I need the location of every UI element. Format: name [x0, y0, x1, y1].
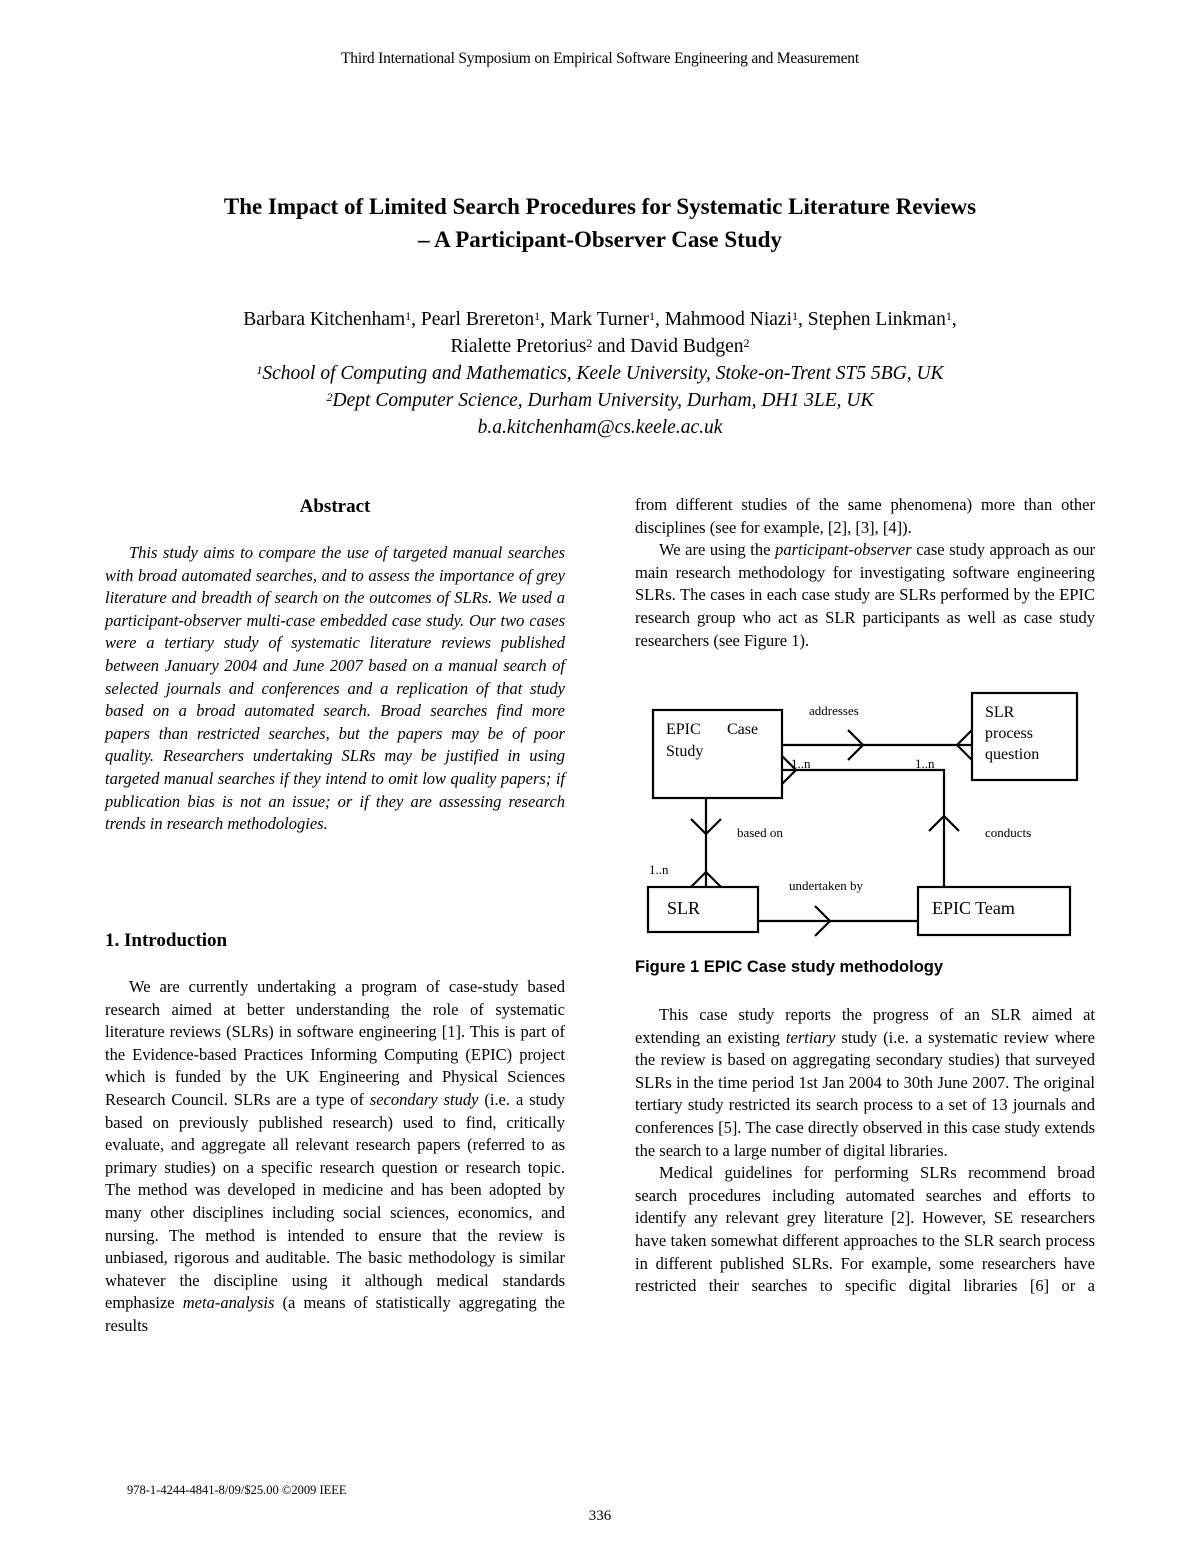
section-heading-introduction: 1. Introduction — [105, 930, 228, 951]
emphasis: tertiary — [785, 1027, 836, 1047]
text-run: We are currently undertaking a program of case-study based research aimed at better understanding the role of systematic literature reviews (SLRs) in software engineering [1]. This is part of the Evidence-based Practices Informing Computing (EPIC) project which is funded by the UK Engineering and Physical Sciences Research Council. SLRs are a type of — [105, 977, 565, 1109]
author-superscript: 1 — [791, 309, 798, 323]
author-name: , Mahmood Niazi — [654, 309, 792, 330]
box-label: EPIC — [666, 721, 701, 738]
affiliation-1 — [0, 360, 1200, 387]
relation-label: undertaken by — [789, 878, 864, 893]
author-superscript: 1 — [945, 309, 952, 323]
relation-line-conducts — [782, 770, 944, 887]
copyright-notice: 978-1-4244-4841-8/09/$25.00 ©2009 IEEE — [127, 1483, 347, 1497]
author-name: Barbara Kitchenham — [243, 309, 406, 330]
abstract-heading: Abstract — [299, 496, 371, 517]
abstract-paragraph: This study aims to compare the use of targeted manual searches with broad automated searches, and to assess the importance of grey literature and breadth of search on the outcomes of SLRs. We used a participant-observer multi-case embedded case study. Our two cases were a tertiary study of systematic literature reviews published between January 2004 and June 2007 based on a manual search of selected journals and conferences and a replication of that study based on a broad automated search. Broad searches find more papers than restricted searches, but the papers may be of poor quality. Researchers undertaking SLRs may be justified in using targeted manual searches if they intend to omit low quality papers; if publication bias is not an issue; or if they are assessing research trends in research methodologies. — [105, 543, 565, 834]
intro-paragraph-1-continued: from different studies of the same phenomena) more than other disciplines (see for example, [2], [3], [4]). — [635, 495, 1095, 537]
affiliation-superscript: 2 — [326, 390, 333, 404]
box-label: Study — [666, 743, 704, 760]
affiliation-2 — [0, 387, 1200, 414]
affiliation-text: Dept Computer Science, Durham University, Durham, DH1 3LE, UK — [332, 390, 874, 411]
relation-label: based on — [737, 825, 783, 840]
relation-label: addresses — [809, 703, 859, 718]
box-slr — [648, 887, 758, 932]
author-name: , Pearl Brereton — [411, 309, 535, 330]
author-separator: , — [951, 309, 957, 330]
conference-header: Third International Symposium on Empirical Software Engineering and Measurement — [341, 50, 859, 67]
box-label: SLR — [667, 898, 701, 918]
author-email: b.a.kitchenham@cs.keele.ac.uk — [477, 417, 723, 438]
box-label: Case — [727, 721, 759, 738]
author-name: Rialette Pretorius — [450, 336, 587, 357]
figure-1-diagram — [635, 686, 1095, 946]
author-superscript: 2 — [586, 336, 593, 350]
text-run: case study approach as our main research methodology for investigating software engineering SLRs. The cases in each case study are SLRs performed by the EPIC research group who act as SLR participants as well as case study researchers (see Figure 1). — [635, 540, 1095, 650]
author-block — [0, 306, 1200, 441]
relation-label: conducts — [985, 825, 1032, 840]
intro-body-right-bottom — [635, 1004, 1095, 1298]
figure-caption: Figure 1 EPIC Case study methodology — [635, 958, 944, 976]
text-run: study (i.e. a systematic review where the review is based on aggregating secondary studies) that surveyed SLRs in the time period 1st Jan 2004 to 30th June 2007. The original tertiary study restricted its search process to a set of 13 journals and conferences [5]. The case directly observed in this case study extends the search to a large number of digital libraries. — [635, 1027, 1095, 1160]
box-label: question — [985, 746, 1040, 763]
emphasis: secondary study — [369, 1089, 479, 1109]
emphasis: meta-analysis — [182, 1293, 275, 1313]
affiliation-text: School of Computing and Mathematics, Keele University, Stoke-on-Trent ST5 5BG, UK — [262, 363, 944, 384]
author-name: and David Budgen — [592, 336, 744, 357]
author-name: , Mark Turner — [540, 309, 649, 330]
cardinality-label: 1..n — [649, 862, 669, 877]
author-row-2 — [0, 333, 1200, 360]
box-label: EPIC Team — [932, 898, 1015, 918]
box-label: process — [985, 725, 1033, 742]
cardinality-label: 1..n — [915, 756, 935, 771]
affiliation-superscript: 1 — [256, 363, 263, 377]
paper-title — [0, 190, 1200, 256]
page-number: 336 — [588, 1508, 612, 1524]
text-run: This case study reports the progress of an SLR aimed at extending an existing — [635, 1005, 1095, 1047]
intro-paragraph-2 — [635, 539, 1095, 652]
emphasis: participant-observer — [775, 540, 912, 560]
intro-body-left — [105, 976, 565, 1338]
abstract-body — [105, 542, 565, 836]
intro-paragraph-3 — [635, 1004, 1095, 1162]
author-superscript: 2 — [743, 336, 750, 350]
text-run: We are using the — [659, 540, 776, 560]
intro-body-right-top — [635, 494, 1095, 652]
author-row-1 — [0, 306, 1200, 333]
title-line-1: The Impact of Limited Search Procedures for Systematic Literature Reviews — [223, 194, 977, 219]
intro-paragraph-1 — [105, 976, 565, 1338]
author-superscript: 1 — [405, 309, 412, 323]
author-superscript: 1 — [648, 309, 655, 323]
intro-paragraph-4: Medical guidelines for performing SLRs recommend broad search procedures including automated searches and efforts to identify any relevant grey literature [2]. However, SE researchers have taken somewhat different approaches to the SLR search process in different published SLRs. For example, some researchers have restricted their searches to specific digital libraries [6] or a — [635, 1163, 1095, 1296]
text-run: (a means of statistically aggregating the results — [105, 1293, 565, 1335]
author-superscript: 1 — [534, 309, 541, 323]
text-run: (i.e. a study based on previously published research) used to find, critically evaluate, and aggregate all relevant research papers (referred to as primary studies) on a specific research question or research topic. The method was developed in medicine and has been adopted by many other disciplines including social sciences, economics, and nursing. The method is intended to ensure that the review is unbiased, rigorous and auditable. The basic methodology is similar whatever the discipline using it although medical standards emphasize — [105, 1089, 565, 1313]
title-line-2: – A Participant-Observer Case Study — [418, 227, 782, 252]
cardinality-label: 1..n — [791, 756, 811, 771]
box-label: SLR — [985, 704, 1015, 721]
author-name: , Stephen Linkman — [797, 309, 946, 330]
